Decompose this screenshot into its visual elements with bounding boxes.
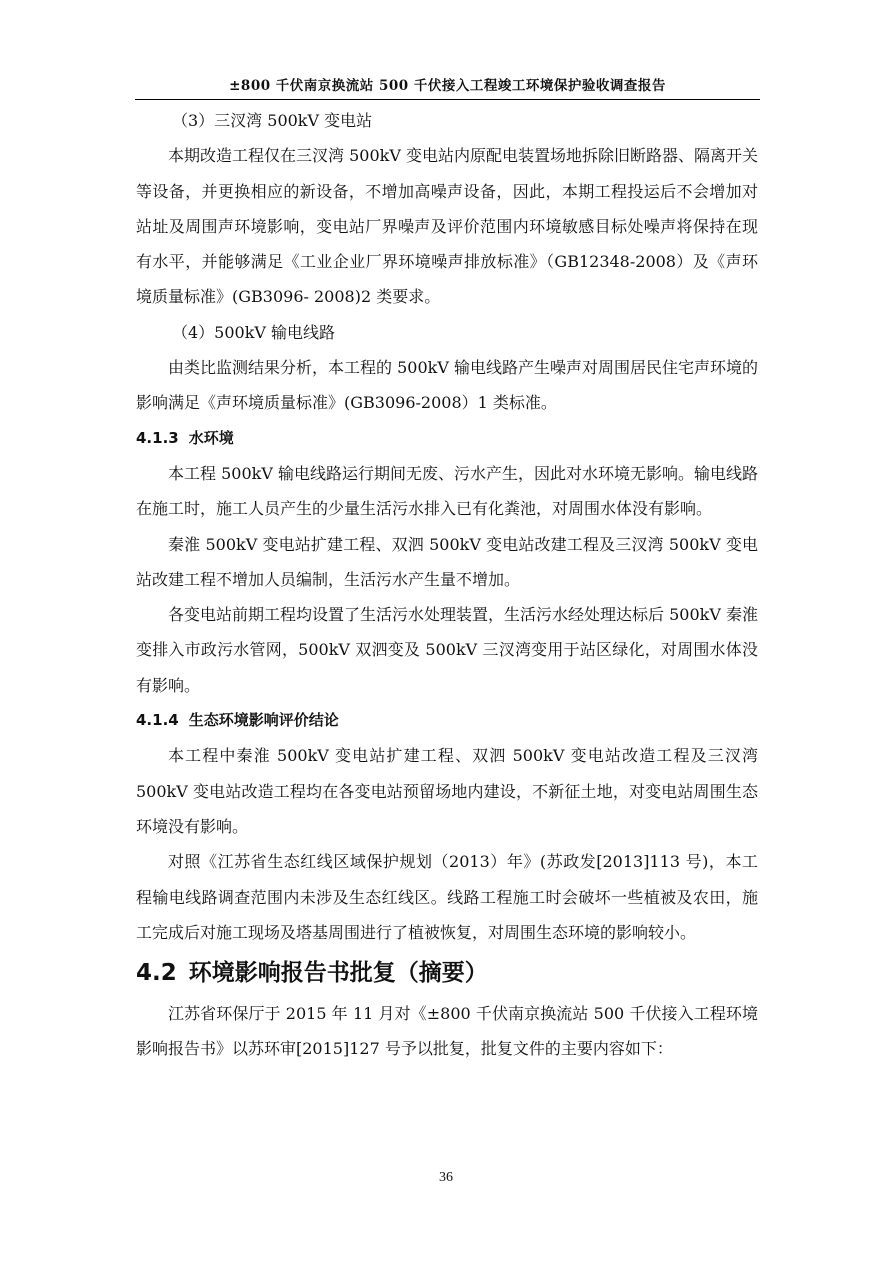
section-heading-4-1-3 [136, 421, 758, 456]
section-heading-4-2 [136, 952, 758, 994]
body-content [136, 103, 758, 1067]
paragraph: 本工程 500kV 输电线路运行期间无废、污水产生，因此对水环境无影响。输电线路在施工时，施工人员产生的少量生活污水排入已有化粪池，对周围水体没有影响。 [136, 463, 758, 519]
subsection-4-title: （4）500kV 输电线路 [172, 322, 336, 342]
section-number: 4.2 [136, 960, 177, 987]
paragraph: 江苏省环保厅于 2015 年 11 月对《±800 千伏南京换流站 500 千伏接入工程环境影响报告书》以苏环审[2015]127 号予以批复，批复文件的主要内容如下： [136, 1004, 758, 1059]
running-header: ±800 千伏南京换流站 500 千伏接入工程竣工环境保护验收调查报告 [229, 78, 666, 94]
paragraph: 秦淮 500kV 变电站扩建工程、双泗 500kV 变电站改建工程及三汊湾 500kV 变电站改建工程不增加人员编制，生活污水产生量不增加。 [136, 534, 758, 589]
paragraph: 各变电站前期工程均设置了生活污水处理装置，生活污水经处理达标后 500kV 秦淮变排入市政污水管网，500kV 双泗变及 500kV 三汊湾变用于站区绿化，对周围水体没有影响。 [136, 605, 758, 695]
paragraph: 由类比监测结果分析，本工程的 500kV 输电线路产生噪声对周围居民住宅声环境的影响满足《声环境质量标准》(GB3096-2008）1 类标准。 [136, 358, 758, 413]
section-heading-4-1-4 [136, 703, 758, 738]
section-title: 水环境 [188, 428, 234, 447]
section-title: 生态环境影响评价结论 [188, 711, 339, 730]
page-number: 36 [439, 1170, 453, 1185]
section-number: 4.1.3 [136, 428, 179, 447]
paragraph: 本期改造工程仅在三汊湾 500kV 变电站内原配电装置场地拆除旧断路器、隔离开关等设备，并更换相应的新设备，不增加高噪声设备，因此，本期工程投运后不会增加对站址及周围声环境影响，变电站厂界噪声及评价范围内环境敏感目标处噪声将保持在现有水平，并能够满足《工业企业厂界环境噪声排放标准》（GB12348-2008）及《声环境质量标准》(GB3096- 2008)2 类要求。 [136, 146, 758, 307]
header-divider [135, 99, 760, 100]
subsection-3-title: （3）三汊湾 500kV 变电站 [172, 111, 373, 130]
paragraph: 对照《江苏省生态红线区域保护规划（2013）年》(苏政发[2013]113 号)，本工程输电线路调查范围内未涉及生态红线区。线路工程施工时会破坏一些植被及农田，施工完成后对施工现场及塔基周围进行了植被恢复，对周围生态环境的影响较小。 [136, 852, 758, 942]
section-title: 环境影响报告书批复（摘要） [188, 960, 488, 987]
section-number: 4.1.4 [136, 711, 179, 730]
paragraph: 本工程中秦淮 500kV 变电站扩建工程、双泗 500kV 变电站改造工程及三汊湾 500kV 变电站改造工程均在各变电站预留场地内建设，不新征土地，对变电站周围生态环境没有影响。 [136, 746, 758, 836]
